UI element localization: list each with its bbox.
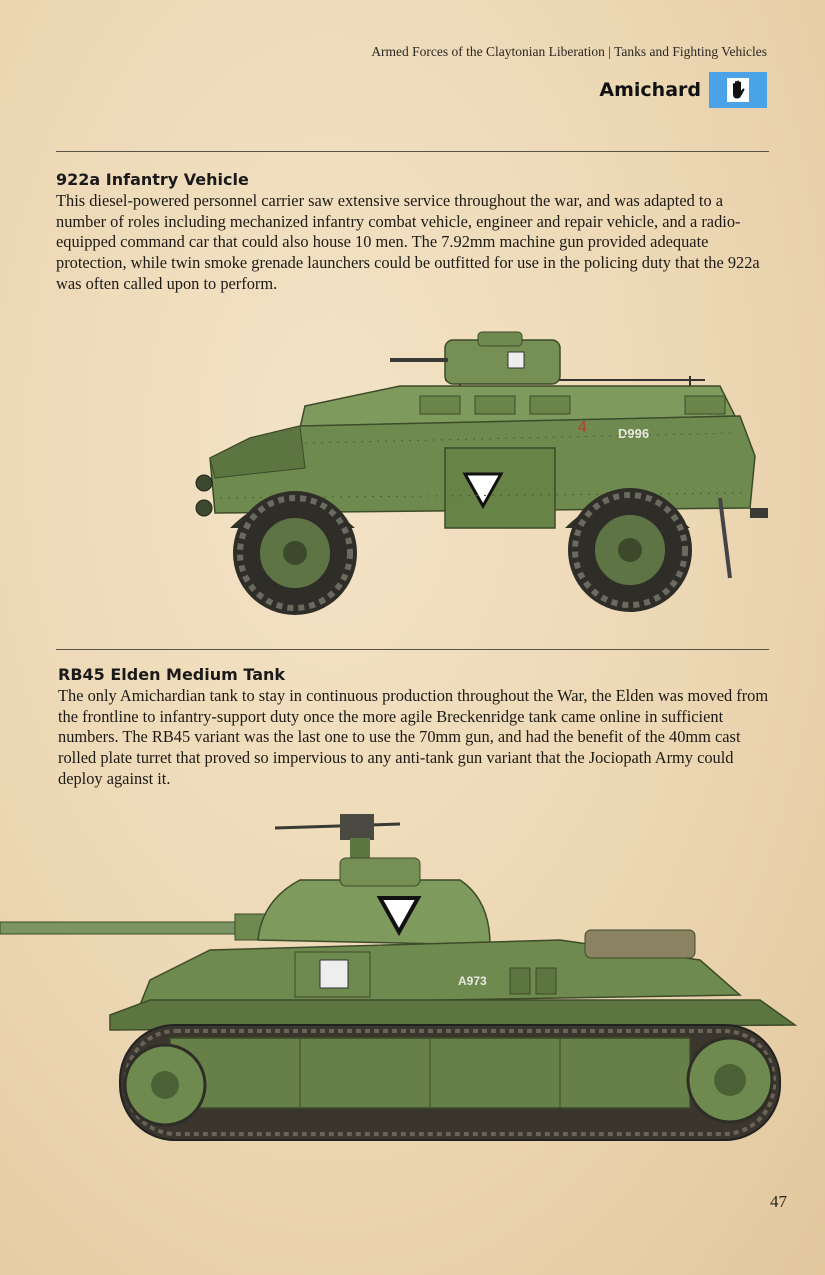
medium-tank-illustration <box>0 800 805 1145</box>
section-title: 922a Infantry Vehicle <box>56 170 249 189</box>
faction-header <box>599 72 767 108</box>
section-divider <box>56 151 769 152</box>
page-number: 47 <box>770 1192 787 1211</box>
running-header: Armed Forces of the Claytonian Liberation | Tanks and Fighting Vehicles <box>371 44 767 59</box>
vehicle-serial-marking: D996 <box>618 426 650 441</box>
section-body: This diesel-powered personnel carrier saw extensive service throughout the war, and was adapted to a number of roles including mechanized infantry combat vehicle, engineer and repair vehicle, and a radio-equipped command car that could also house 10 men. The 7.92mm machine gun provided adequate protection, while twin smoke grenade launchers could be outfitted for use in the policing duty that the 922a was often called upon to perform. <box>56 191 760 293</box>
hand-emblem-icon <box>727 78 749 102</box>
faction-name: Amichard <box>599 79 701 101</box>
tank-serial-marking: A973 <box>458 974 487 988</box>
section-body: The only Amichardian tank to stay in continuous production throughout the War, the Elden was moved from the frontline to infantry-support duty once the more agile Breckenridge tank came online in sufficient numbers. The RB45 variant was the last one to use the 70mm gun, and had the benefit of the 40mm cast rolled plate turret that proved so impervious to any anti-tank gun variant that the Jociopath Army could deploy against it. <box>58 686 769 788</box>
vehicle-number-marking: 4 <box>578 419 587 436</box>
section-title: RB45 Elden Medium Tank <box>58 665 286 684</box>
faction-badge <box>709 72 767 108</box>
infantry-vehicle-illustration <box>190 328 775 618</box>
section-divider <box>56 649 769 650</box>
